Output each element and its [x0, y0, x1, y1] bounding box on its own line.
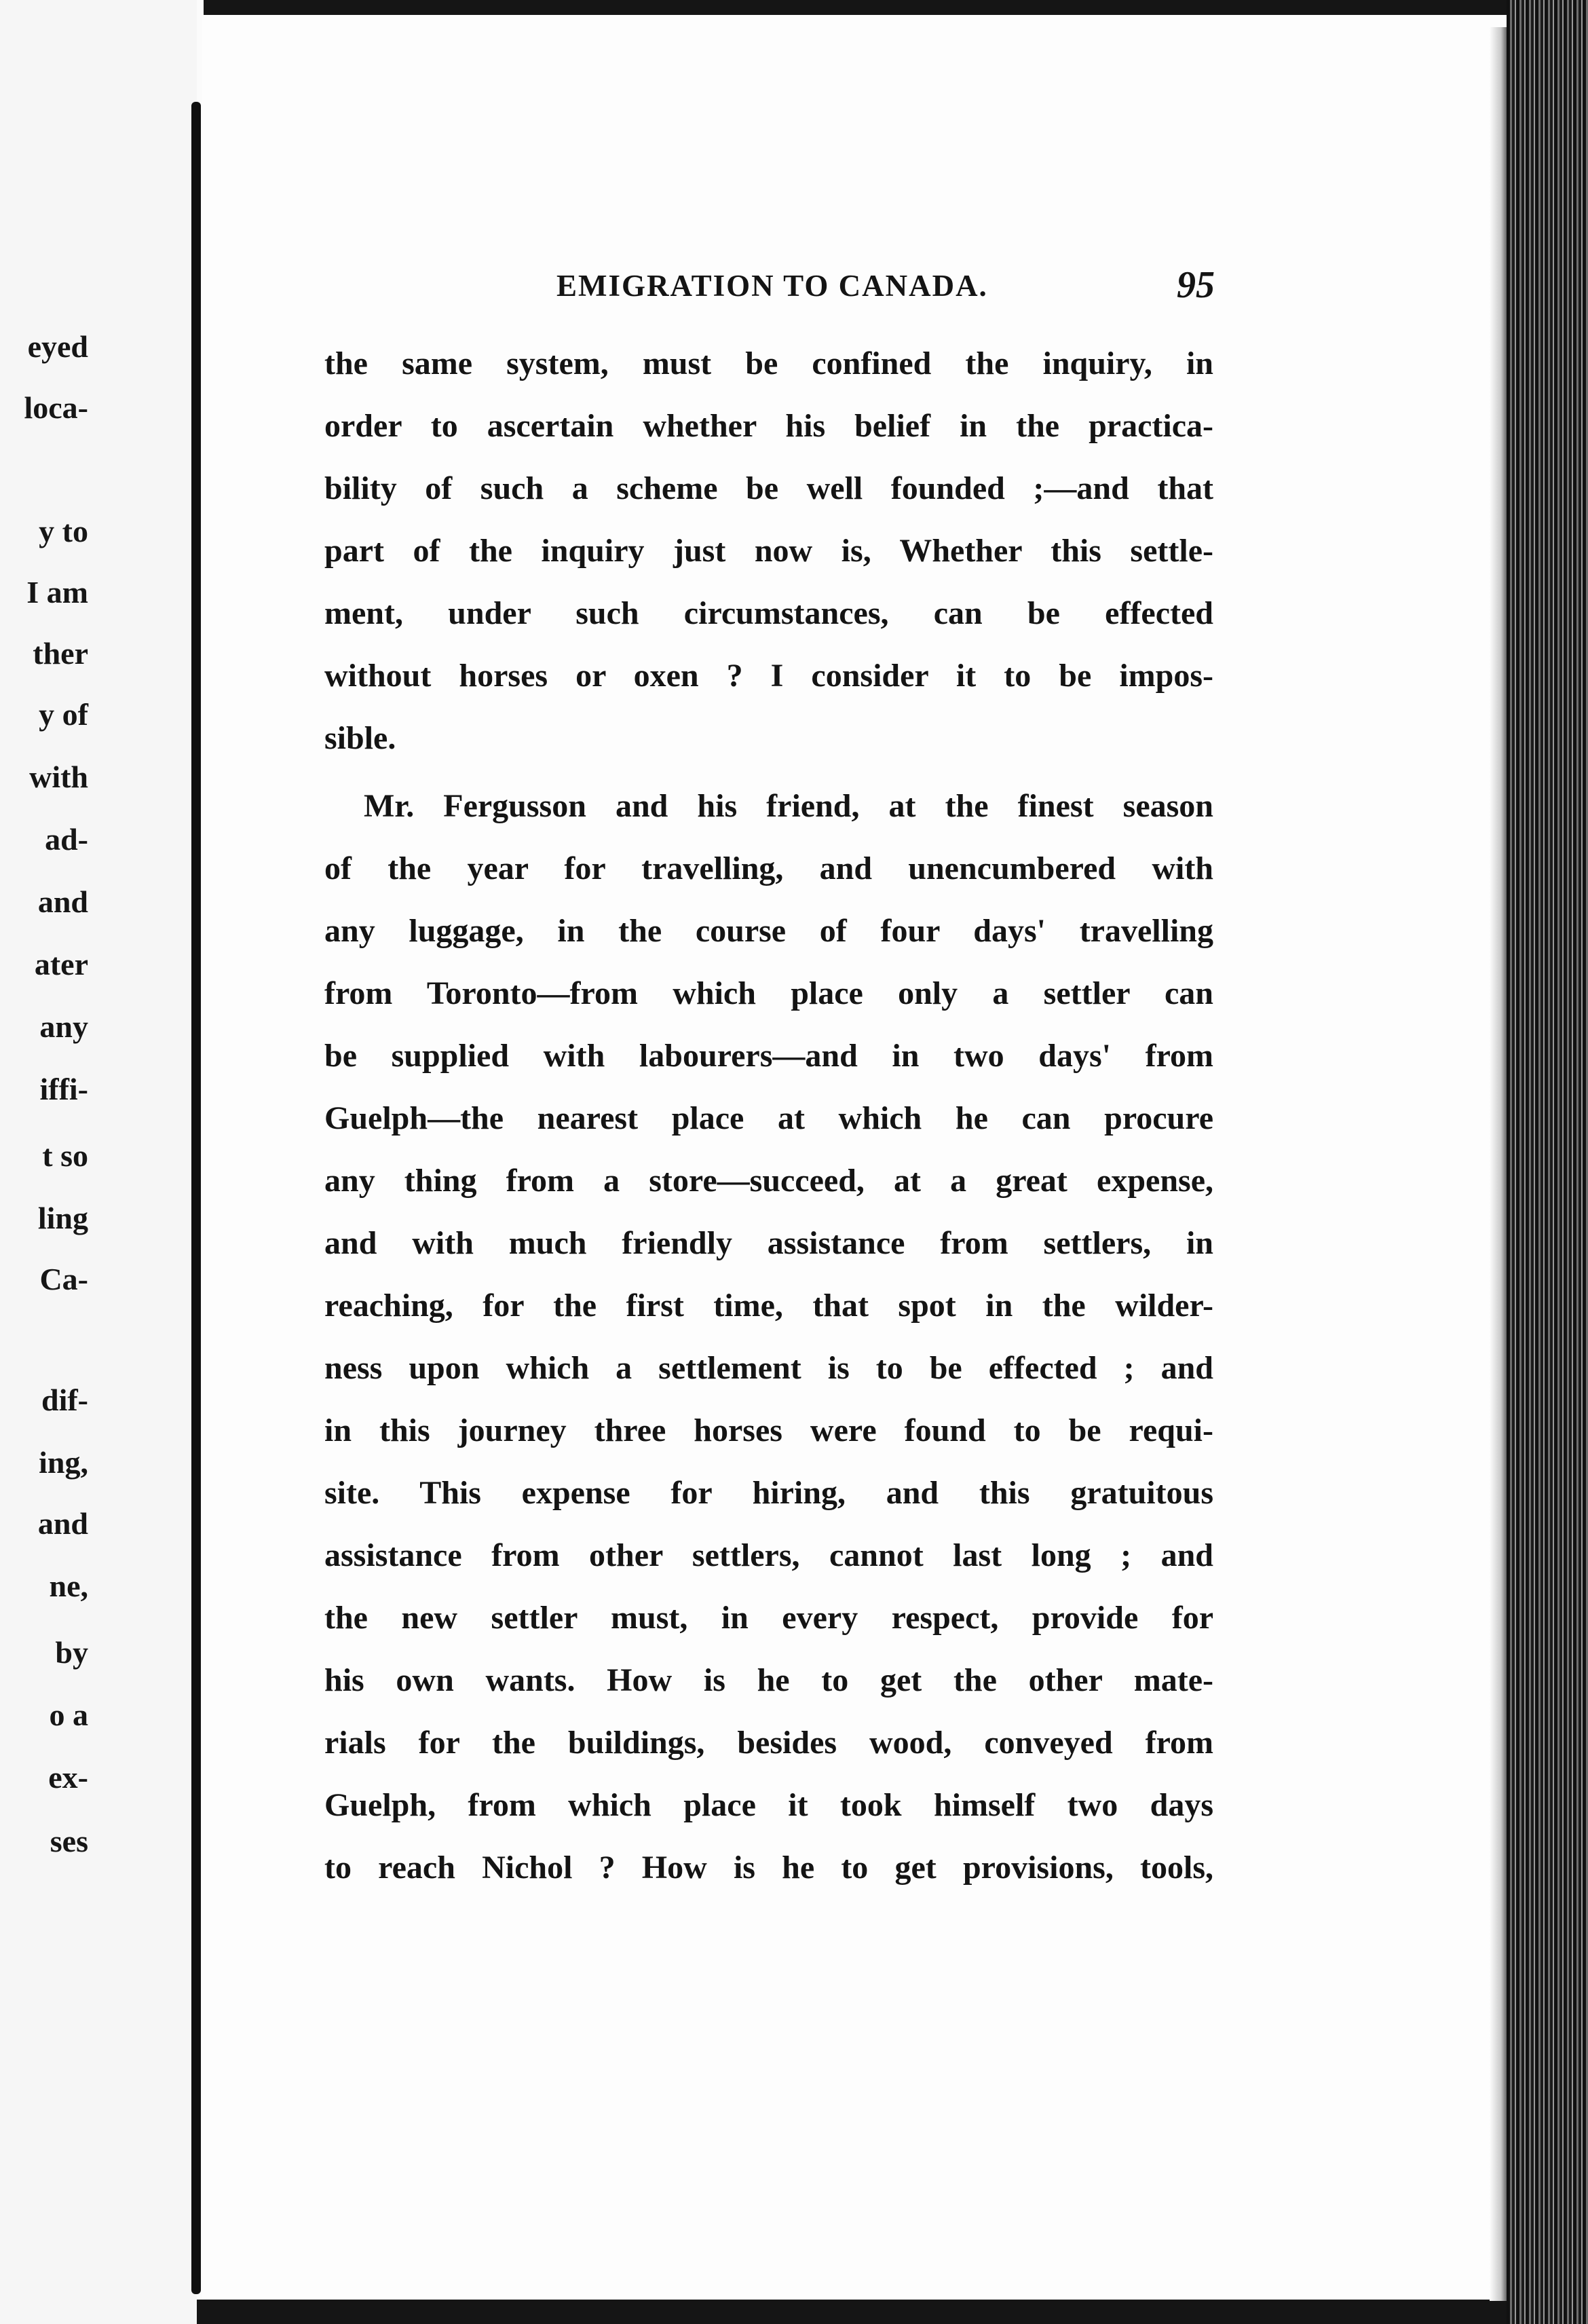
facing-page-fragment: ling: [37, 1201, 88, 1235]
text-line: ness upon which a settlement is to be effected ; and: [324, 1350, 1213, 1386]
scan-top-edge: [204, 0, 1588, 15]
text-line: any luggage, in the course of four days' travelling: [324, 913, 1213, 949]
text-line: any thing from a store—succeed, at a great expense,: [324, 1163, 1213, 1199]
facing-page-fragment: ing,: [39, 1445, 88, 1480]
book-page-edges: [1507, 0, 1588, 2324]
text-line: order to ascertain whether his belief in the practica-: [324, 408, 1213, 444]
facing-page-fragment: with: [29, 760, 88, 794]
book-gutter: [191, 102, 201, 2294]
text-line: and with much friendly assistance from settlers, in: [324, 1225, 1213, 1261]
facing-page-fragment: by: [55, 1635, 88, 1670]
facing-page-fragment: o a: [49, 1698, 88, 1732]
facing-page-fragment: iffi-: [39, 1072, 88, 1106]
paragraph-gap: [324, 770, 1213, 775]
facing-page-fragment: y to: [39, 514, 88, 548]
facing-page-fragment: loca-: [24, 390, 88, 425]
page-curl: [1490, 27, 1509, 2301]
text-line: the same system, must be confined the inquiry, in: [324, 345, 1213, 381]
text-line: part of the inquiry just now is, Whether this settle-: [324, 533, 1213, 569]
text-line: in this journey three horses were found to be requi-: [324, 1412, 1213, 1448]
text-line: assistance from other settlers, cannot last long ; and: [324, 1537, 1213, 1573]
text-line: of the year for travelling, and unencumbered with: [324, 850, 1213, 886]
text-line: Guelph, from which place it took himself two days: [324, 1787, 1213, 1823]
text-line: rials for the buildings, besides wood, conveyed from: [324, 1725, 1213, 1761]
facing-page-fragment: Ca-: [39, 1262, 88, 1296]
facing-page-fragment: ad-: [45, 822, 88, 857]
facing-page-fragment: and: [37, 1506, 88, 1541]
scan-bottom-edge: [197, 2300, 1588, 2324]
facing-page-fragment: ater: [34, 947, 88, 981]
text-line: Guelph—the nearest place at which he can procure: [324, 1100, 1213, 1136]
facing-page-fragment: y of: [39, 697, 88, 732]
facing-page-fragment: any: [39, 1009, 88, 1044]
text-line: to reach Nichol ? How is he to get provisions, tools,: [324, 1850, 1213, 1886]
text-line: the new settler must, in every respect, provide for: [324, 1600, 1213, 1636]
facing-page-fragment: t so: [42, 1138, 88, 1173]
facing-page-fragment: ses: [50, 1824, 88, 1858]
text-line: bility of such a scheme be well founded ;—and that: [324, 470, 1213, 506]
body-text: [324, 333, 1213, 1899]
facing-page-fragment: and: [37, 884, 88, 919]
text-line: sible.: [324, 720, 396, 756]
text-line: from Toronto—from which place only a settler can: [324, 975, 1213, 1011]
text-line: his own wants. How is he to get the other mate-: [324, 1662, 1213, 1698]
facing-page-fragment: I am: [26, 575, 88, 610]
text-line: Mr. Fergusson and his friend, at the finest season: [364, 788, 1213, 824]
facing-page-fragment: dif-: [41, 1383, 88, 1417]
facing-page-fragment: ex-: [48, 1760, 88, 1795]
page-number: 95: [1177, 264, 1215, 306]
text-line: reaching, for the first time, that spot in the wilder-: [324, 1288, 1213, 1324]
text-line: site. This expense for hiring, and this gratuitous: [324, 1475, 1213, 1511]
facing-page: [0, 0, 197, 2324]
running-head: EMIGRATION TO CANADA.: [556, 269, 988, 303]
text-line: ment, under such circumstances, can be effected: [324, 595, 1213, 631]
facing-page-fragment: ther: [33, 636, 88, 671]
text-line: be supplied with labourers—and in two days' from: [324, 1038, 1213, 1074]
text-line: without horses or oxen ? I consider it to be impos-: [324, 658, 1213, 694]
facing-page-fragment: eyed: [27, 329, 88, 364]
facing-page-fragment: ne,: [49, 1569, 88, 1603]
